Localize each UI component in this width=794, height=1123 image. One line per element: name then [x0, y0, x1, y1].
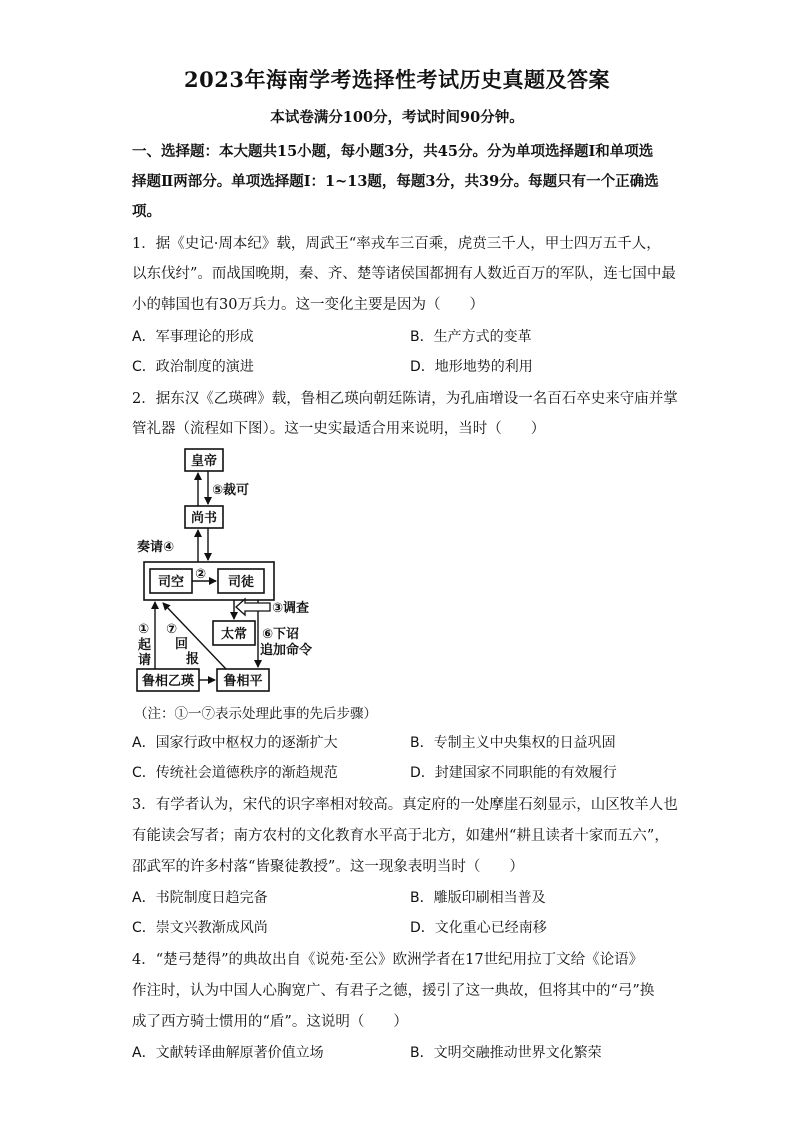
label-step1-a: 起: [138, 638, 152, 653]
question-1-option-b[interactable]: B．生产方式的变革: [410, 329, 532, 345]
question-1-option-c[interactable]: C．政治制度的演进: [132, 359, 254, 375]
question-1-option-a[interactable]: A．军事理论的形成: [132, 329, 254, 345]
question-3-line: 3．有学者认为，宋代的识字率相对较高。真定府的一处摩崖石刻显示，山区牧羊人也: [132, 797, 678, 813]
node-taichang: 太常: [220, 627, 248, 642]
section-line: 择题Ⅱ两部分。单项选择题Ⅰ：1~13题，每题3分，共39分。每题只有一个正确选: [132, 173, 659, 190]
question-1-line: 小的韩国也有30万兵力。这一变化主要是因为（ ）: [132, 297, 484, 313]
node-emperor: 皇帝: [190, 454, 218, 469]
question-2-line: 管礼器（流程如下图）。这一史实最适合用来说明，当时（ ）: [132, 421, 546, 437]
question-3-option-a[interactable]: A．书院制度日趋完备: [132, 890, 268, 906]
section-line: 一、选择题：本大题共15小题，每小题3分，共45分。分为单项选择题Ⅰ和单项选: [132, 143, 654, 160]
question-4-line: 成了西方骑士惯用的“盾”。这说明（ ）: [132, 1014, 408, 1030]
question-2-option-b[interactable]: B．专制主义中央集权的日益巩固: [410, 735, 616, 751]
question-2-option-a[interactable]: A．国家行政中枢权力的逐渐扩大: [132, 735, 338, 751]
section-line: 项。: [132, 203, 161, 220]
node-luxiang-ping: 鲁相平: [223, 674, 263, 689]
label-step7-num: ⑦: [166, 622, 178, 637]
label-step6-a: ⑥下诏: [262, 627, 300, 642]
question-1-line: 以东伐纣”。而战国晚期，秦、齐、楚等诸侯国都拥有人数近百万的军队，连七国中最: [132, 266, 676, 282]
question-2-line: 2．据东汉《乙瑛碑》载，鲁相乙瑛向朝廷陈请，为孔庙增设一名百石卒史来守庙并掌: [132, 391, 678, 407]
label-step6-b: 追加命令: [260, 643, 313, 658]
question-3-option-c[interactable]: C．崇文兴教渐成风尚: [132, 920, 268, 936]
question-3-line: 邵武军的许多村落“皆聚徒教授”。这一现象表明当时（ ）: [132, 859, 524, 875]
label-step5: ⑤裁可: [212, 483, 250, 498]
question-1-option-d[interactable]: D．地形地势的利用: [410, 359, 533, 375]
question-3-line: 有能读会写者；南方农村的文化教育水平高于北方，如建州“耕且读者十家而五六”，: [132, 828, 669, 844]
exam-info: 本试卷满分100分，考试时间90分钟。: [270, 109, 524, 126]
question-2-option-c[interactable]: C．传统社会道德秩序的渐趋规范: [132, 765, 338, 781]
question-3-option-b[interactable]: B．雕版印刷相当普及: [410, 890, 546, 906]
question-4-line: 4．“楚弓楚得”的典故出自《说苑·至公》欧洲学者在17世纪用拉丁文给《论语》: [132, 952, 644, 968]
page-title: 2023年海南学考选择性考试历史真题及答案: [184, 67, 610, 92]
node-sikong: 司空: [157, 575, 185, 590]
label-step1-b: 请: [138, 653, 152, 668]
label-step3: ③调查: [272, 601, 310, 616]
diagram-note: （注：①一⑦表示处理此事的先后步骤）: [134, 706, 377, 722]
label-step2: ②: [195, 567, 207, 582]
label-step7-a: 回: [175, 637, 189, 652]
node-luxiang-yiying: 鲁相乙瑛: [141, 674, 195, 689]
node-shangshu: 尚书: [190, 511, 218, 526]
label-step1-num: ①: [138, 622, 150, 637]
question-4-option-b[interactable]: B．文明交融推动世界文化繁荣: [410, 1045, 602, 1061]
node-situ: 司徒: [227, 575, 255, 590]
question-1-line: 1．据《史记·周本纪》载，周武王“率戎车三百乘，虎贲三千人，甲士四万五千人，: [132, 236, 661, 252]
step3-hollow-arrow: [236, 599, 270, 615]
label-step7-b: 报: [186, 652, 200, 667]
question-2-option-d[interactable]: D．封建国家不同职能的有效履行: [410, 765, 617, 781]
question-3-option-d[interactable]: D．文化重心已经南移: [410, 920, 547, 936]
label-step4: 奏请④: [137, 540, 175, 555]
question-4-option-a[interactable]: A．文献转译曲解原著价值立场: [132, 1045, 324, 1061]
question-4-line: 作注时，认为中国人心胸宽广、有君子之德，援引了这一典故，但将其中的“弓”换: [132, 983, 655, 999]
